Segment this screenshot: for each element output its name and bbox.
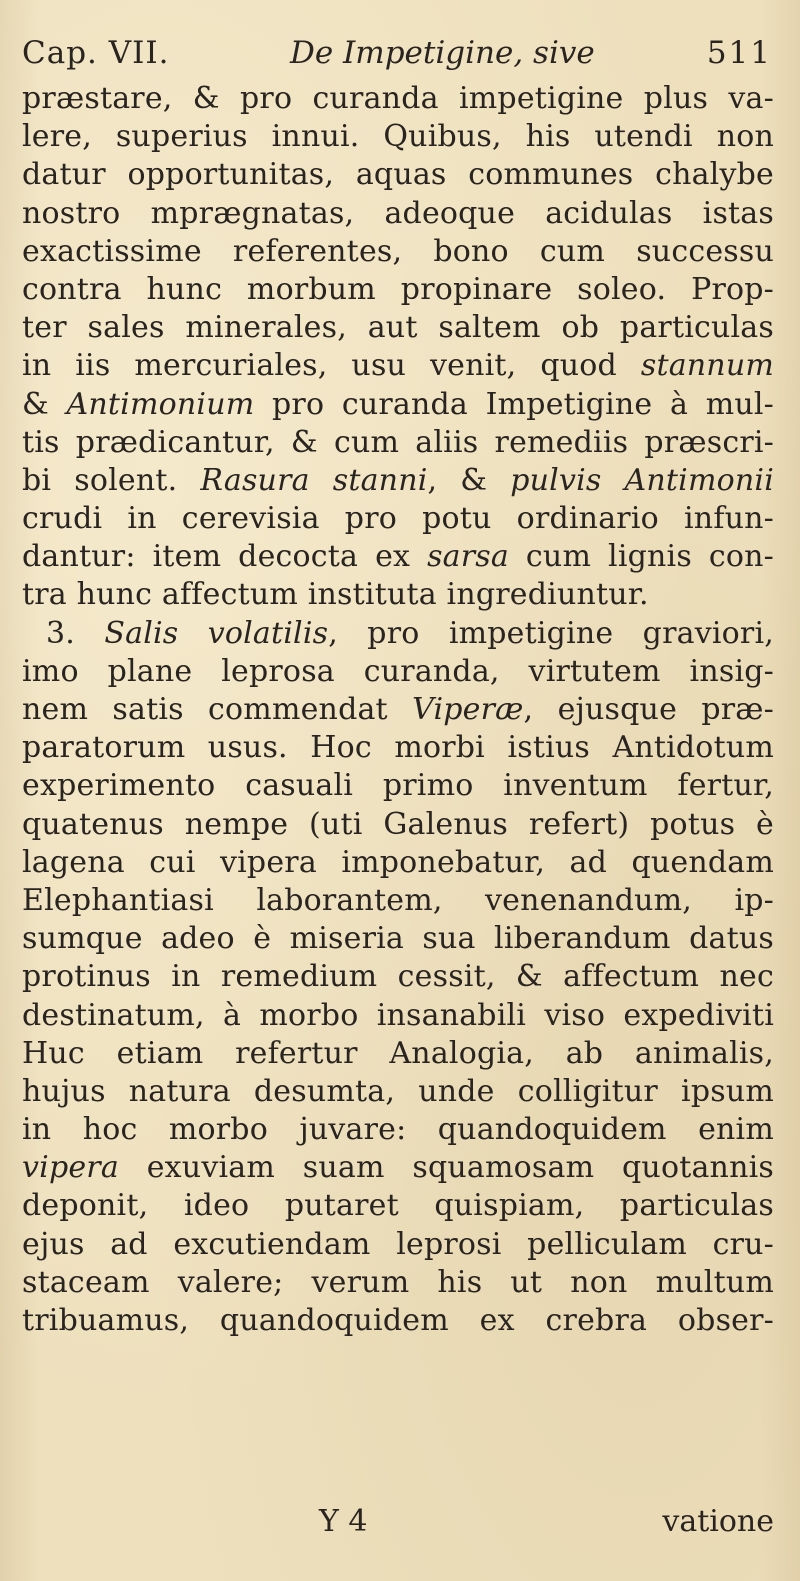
text-run: staceam valere; verum his ut non multum bbox=[22, 1264, 774, 1300]
text-line bbox=[22, 424, 774, 462]
text-line bbox=[22, 500, 774, 538]
text-run: 3. bbox=[46, 615, 105, 651]
text-run: crudi in cerevisia pro potu ordinario infun- bbox=[22, 501, 774, 537]
italic-text: pulvis Antimonii bbox=[510, 462, 774, 498]
catchword: vatione bbox=[662, 1504, 774, 1539]
text-run: tribuamus, quandoquidem ex crebra obser- bbox=[22, 1303, 774, 1338]
text-line bbox=[22, 920, 774, 958]
text-run: ejus ad excutiendam leprosi pelliculam cru- bbox=[22, 1226, 774, 1262]
text-run: in iis mercuriales, usu venit, quod bbox=[22, 348, 641, 384]
text-line bbox=[22, 997, 774, 1035]
text-run: exuviam suam squamosam quotannis bbox=[118, 1150, 774, 1186]
text-run: , pro impetigine graviori, bbox=[328, 615, 774, 651]
text-run: , ejusque præ- bbox=[523, 692, 774, 727]
text-run: pro curanda Impetigine à mul- bbox=[254, 386, 774, 422]
text-run: datur opportunitas, aquas communes chalybe bbox=[22, 157, 774, 193]
italic-text: sarsa bbox=[427, 539, 509, 575]
text-run: & bbox=[22, 386, 67, 422]
running-title: De Impetigine, sive bbox=[290, 35, 595, 71]
text-line bbox=[22, 615, 774, 653]
text-run: præstare, & pro curanda impetigine plus va- bbox=[22, 81, 774, 116]
text-run: nostro mprægnatas, adeoque acidulas istas bbox=[22, 195, 774, 231]
text-run: in hoc morbo juvare: quandoquidem enim bbox=[22, 1112, 774, 1148]
text-run: dantur: item decocta ex bbox=[22, 539, 428, 575]
text-run: imo plane leprosa curanda, virtutem insig- bbox=[22, 653, 774, 689]
text-run: ter sales minerales, aut saltem ob particulas bbox=[22, 310, 774, 346]
text-run: cum lignis con- bbox=[508, 539, 774, 575]
text-run: bi solent. bbox=[22, 462, 201, 498]
text-run: , & bbox=[427, 462, 511, 498]
text-run: lere, superius innui. Quibus, his utendi non bbox=[22, 119, 774, 155]
body-text bbox=[22, 80, 774, 1340]
italic-text: Salis volatilis bbox=[104, 615, 329, 651]
text-run: quatenus nempe (uti Galenus refert) potus è bbox=[22, 806, 774, 842]
text-line bbox=[22, 195, 774, 233]
italic-text: Rasura stanni bbox=[200, 462, 428, 498]
page-header bbox=[22, 28, 772, 78]
text-line bbox=[22, 386, 774, 424]
text-line bbox=[22, 347, 774, 385]
text-run: paratorum usus. Hoc morbi istius Antidotum bbox=[22, 730, 774, 766]
text-line bbox=[22, 1226, 774, 1264]
text-line bbox=[22, 844, 774, 882]
text-line bbox=[22, 462, 774, 500]
text-run: exactissime referentes, bono cum successu bbox=[22, 233, 774, 269]
text-line bbox=[22, 1073, 774, 1111]
text-line bbox=[22, 958, 774, 996]
text-line bbox=[22, 1264, 774, 1302]
text-line bbox=[22, 767, 774, 805]
text-run: sumque adeo è miseria sua liberandum datus bbox=[22, 921, 774, 957]
text-run: hujus natura desumta, unde colligitur ipsum bbox=[22, 1073, 774, 1109]
text-run: protinus in remedium cessit, & affectum nec bbox=[22, 959, 774, 995]
text-line bbox=[22, 1187, 774, 1225]
text-run: experimento casuali primo inventum fertur, bbox=[22, 768, 774, 804]
text-run: tra hunc affectum instituta ingrediuntur. bbox=[22, 577, 649, 613]
chapter-label: Cap. VII. bbox=[22, 35, 170, 71]
text-line bbox=[22, 691, 774, 729]
text-line bbox=[22, 80, 774, 118]
text-line bbox=[22, 1035, 774, 1073]
text-line bbox=[22, 576, 774, 614]
text-run: nem satis commendat bbox=[22, 692, 413, 727]
text-line bbox=[22, 538, 774, 576]
text-run: destinatum, à morbo insanabili viso expediviti bbox=[22, 997, 774, 1033]
italic-text: vipera bbox=[22, 1150, 119, 1186]
italic-text: stannum bbox=[640, 348, 774, 384]
text-run: contra hunc morbum propinare soleo. Prop- bbox=[22, 271, 774, 307]
text-line bbox=[22, 1111, 774, 1149]
text-line bbox=[22, 653, 774, 691]
text-line bbox=[22, 806, 774, 844]
italic-text: Antimonium bbox=[66, 386, 255, 422]
text-line bbox=[22, 156, 774, 194]
text-line bbox=[22, 729, 774, 767]
signature-mark: Y 4 bbox=[319, 1504, 368, 1539]
text-run: deponit, ideo putaret quispiam, particulas bbox=[22, 1188, 774, 1224]
text-line bbox=[22, 309, 774, 347]
text-line bbox=[22, 233, 774, 271]
text-run: tis prædicantur, & cum aliis remediis præscri- bbox=[22, 424, 774, 460]
text-line bbox=[22, 118, 774, 156]
text-line bbox=[22, 1149, 774, 1187]
text-run: Huc etiam refertur Analogia, ab animalis, bbox=[22, 1035, 774, 1071]
text-line bbox=[22, 271, 774, 309]
page-footer bbox=[22, 1502, 774, 1542]
text-run: lagena cui vipera imponebatur, ad quendam bbox=[22, 844, 774, 880]
text-run: Elephantiasi laborantem, venenandum, ip- bbox=[22, 882, 774, 918]
page-number: 511 bbox=[706, 35, 772, 71]
text-line bbox=[22, 1302, 774, 1340]
text-line bbox=[22, 882, 774, 920]
italic-text: Viperæ bbox=[412, 692, 524, 727]
